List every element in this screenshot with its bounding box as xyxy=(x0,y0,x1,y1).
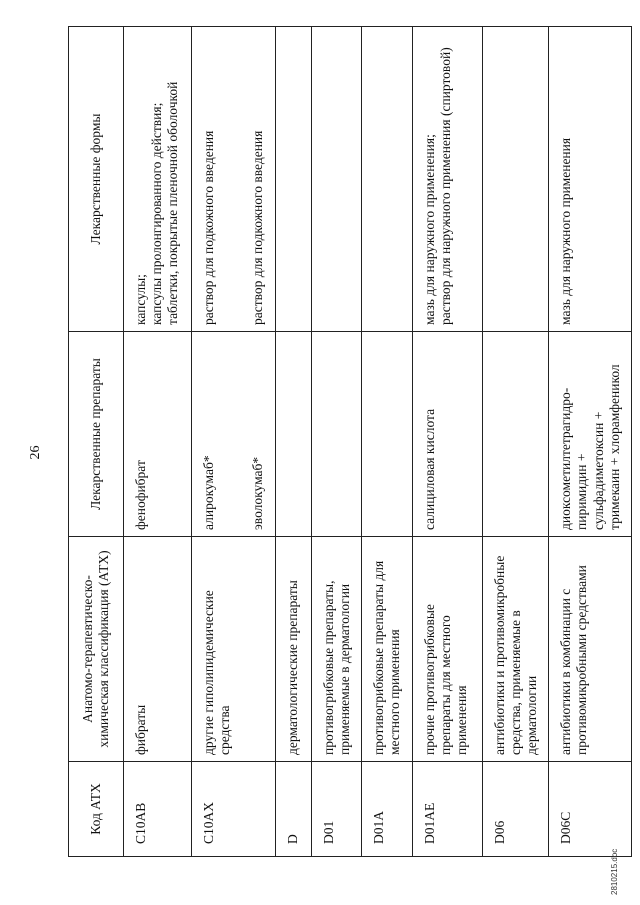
cell-classification: антибиотики в комбинации с противомикробными средствами xyxy=(549,537,632,762)
cell-forms xyxy=(482,27,549,332)
dosage-form: таблетки, покрытые пленочной оболочкой xyxy=(165,81,181,325)
cell-code: D01 xyxy=(311,762,361,857)
table-row xyxy=(241,27,275,857)
cell-forms xyxy=(192,27,242,332)
cell-classification: фибраты xyxy=(124,537,192,762)
cell-code: D06C xyxy=(549,762,632,857)
cell-code: C10AB xyxy=(124,762,192,857)
table-row xyxy=(482,27,549,857)
page-number: 26 xyxy=(28,445,43,460)
cell-forms xyxy=(362,27,412,332)
cell-code: C10AX xyxy=(192,762,242,857)
file-id-footer: 2810215.doc xyxy=(610,848,619,895)
dosage-form: раствор для наружного применения (спиртовой) xyxy=(437,47,453,325)
cell-code: D xyxy=(275,762,311,857)
cell-classification: прочие противогрибковые препараты для местного применения xyxy=(412,537,482,762)
table-row xyxy=(311,27,361,857)
cell-classification: антибиотики и противомикробные средства, применяемые в дерматологии xyxy=(482,537,549,762)
drug-name: диоксометилтетрагидро-пиримидин + xyxy=(558,387,590,530)
cell-forms xyxy=(241,27,275,332)
drug-name: салициловая кислота xyxy=(421,408,437,530)
table-row xyxy=(362,27,412,857)
dosage-form: мазь для наружного применения xyxy=(558,137,574,325)
table-row xyxy=(275,27,311,857)
cell-code xyxy=(241,762,275,857)
cell-drugs xyxy=(192,332,242,537)
cell-drugs xyxy=(241,332,275,537)
cell-forms xyxy=(275,27,311,332)
cell-drugs xyxy=(482,332,549,537)
drug-name: сульфадиметоксин + xyxy=(590,411,606,530)
dosage-form: капсулы; xyxy=(133,274,148,325)
dosage-form: капсулы пролонгированного действия; xyxy=(149,102,165,325)
header-drugs: Лекарственные препараты xyxy=(69,332,124,537)
table-row xyxy=(124,27,192,857)
cell-drugs xyxy=(549,332,632,537)
cell-drugs xyxy=(412,332,482,537)
header-forms: Лекарственные формы xyxy=(69,27,124,332)
cell-forms xyxy=(124,27,192,332)
table-row xyxy=(549,27,632,857)
cell-drugs xyxy=(275,332,311,537)
cell-drugs xyxy=(311,332,361,537)
cell-drugs xyxy=(362,332,412,537)
cell-forms xyxy=(412,27,482,332)
cell-classification: противогрибковые препараты, применяемые в дерматологии xyxy=(311,537,361,762)
header-classification: Анатомо-терапевтическо-химическая классификация (АТХ) xyxy=(69,537,124,762)
cell-code: D01A xyxy=(362,762,412,857)
cell-classification: противогрибковые препараты для местного применения xyxy=(362,537,412,762)
drug-name: алирокумаб* xyxy=(201,455,216,530)
table-header-row xyxy=(69,27,124,857)
drug-name: фенофибрат xyxy=(133,460,148,530)
cell-code: D06 xyxy=(482,762,549,857)
dosage-form: раствор для подкожного введения xyxy=(201,130,216,325)
cell-classification: другие гиполипидемические средства xyxy=(192,537,242,762)
cell-classification xyxy=(241,537,275,762)
atc-table xyxy=(68,26,632,857)
dosage-form: мазь для наружного применения; xyxy=(421,134,437,325)
cell-code: D01AE xyxy=(412,762,482,857)
table-row xyxy=(192,27,242,857)
cell-classification: дерматологические препараты xyxy=(275,537,311,762)
drug-name: тримекаин + хлорамфеникол xyxy=(606,364,622,530)
dosage-form: раствор для подкожного введения xyxy=(250,130,266,325)
table-row xyxy=(412,27,482,857)
drug-name: эволокумаб* xyxy=(250,456,266,530)
header-code: Код АТХ xyxy=(69,762,124,857)
cell-forms xyxy=(549,27,632,332)
cell-drugs xyxy=(124,332,192,537)
cell-forms xyxy=(311,27,361,332)
